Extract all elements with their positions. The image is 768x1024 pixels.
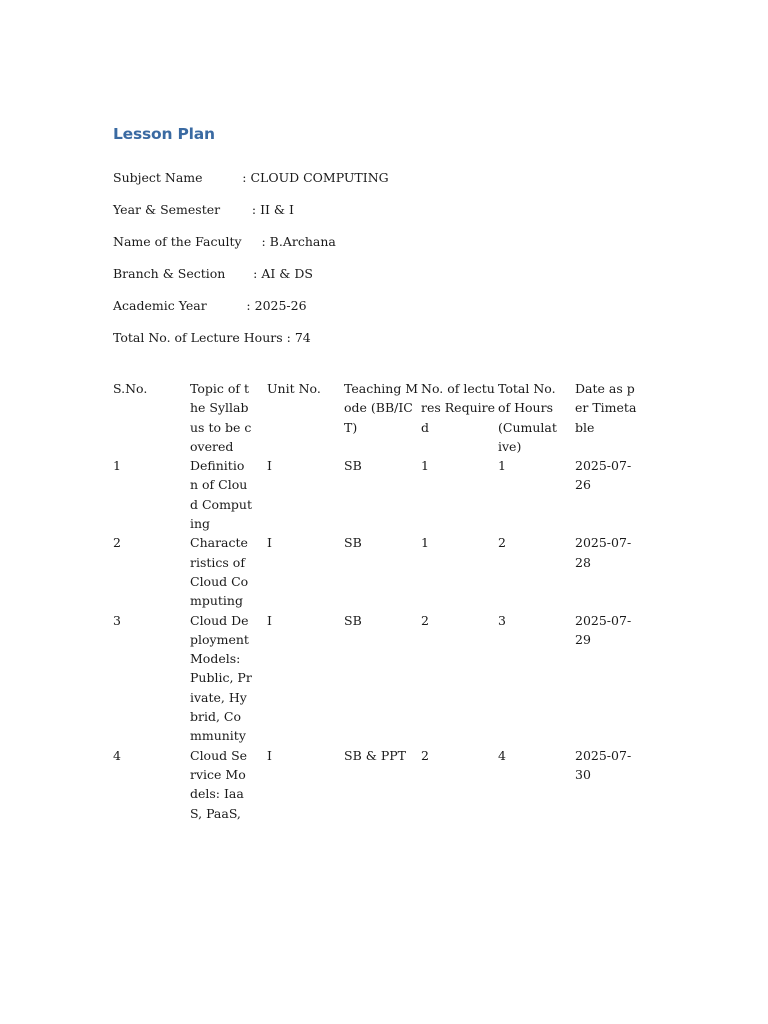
- header-topic: Topic of the Syllabus to be covered: [190, 381, 252, 454]
- header-total-hours: Total No. of Hours (Cumulative): [498, 381, 557, 454]
- meta-total-lecture-hours: [113, 330, 311, 346]
- table-header-row: [113, 379, 637, 456]
- header-lectures-required: No. of lectures Required: [421, 381, 495, 435]
- meta-separator: :: [241, 234, 270, 249]
- header-sno: S.No.: [113, 381, 148, 396]
- cell-total-hours: 2: [498, 535, 506, 551]
- cell-topic: Definition of Cloud Computing: [190, 458, 252, 532]
- meta-academic-year: [113, 298, 307, 314]
- cell-total-hours: 4: [498, 747, 506, 763]
- header-date: Date as per Timetable: [575, 381, 637, 435]
- cell-total-hours: 1: [498, 458, 506, 474]
- cell-sno: 2: [113, 535, 121, 551]
- cell-sno: 4: [113, 747, 121, 763]
- table-row: [113, 611, 637, 746]
- cell-unit: I: [267, 747, 272, 763]
- cell-lectures: 1: [421, 535, 429, 551]
- cell-teaching-mode: SB & PPT: [344, 747, 406, 763]
- cell-topic: Cloud Deployment Models: Public, Private, Hybrid, Community: [190, 612, 252, 744]
- meta-value: B.Archana: [269, 234, 336, 249]
- table-row: [113, 746, 637, 823]
- meta-label: Year & Semester: [113, 202, 221, 217]
- cell-topic: Characteristics of Cloud Computing: [190, 535, 249, 609]
- cell-unit: I: [267, 535, 272, 551]
- table-row: [113, 456, 637, 533]
- cell-teaching-mode: SB: [344, 535, 362, 551]
- meta-value: II & I: [260, 202, 294, 217]
- cell-unit: I: [267, 612, 272, 628]
- cell-lectures: 2: [421, 747, 429, 763]
- meta-value: 74: [294, 330, 311, 345]
- cell-sno: 3: [113, 612, 121, 628]
- meta-subject-name: [113, 170, 389, 186]
- cell-topic: Cloud Service Models: IaaS, PaaS,: [190, 747, 248, 821]
- meta-separator: :: [206, 298, 255, 313]
- meta-label: Branch & Section: [113, 266, 226, 281]
- meta-value: AI & DS: [261, 266, 313, 281]
- meta-separator: :: [220, 202, 261, 217]
- cell-date: 2025-07-28: [575, 535, 632, 570]
- meta-label: Name of the Faculty: [113, 234, 242, 249]
- meta-separator: :: [282, 330, 295, 345]
- meta-value: 2025-26: [254, 298, 307, 313]
- cell-sno: 1: [113, 458, 121, 474]
- meta-label: Academic Year: [113, 298, 207, 313]
- cell-lectures: 2: [421, 612, 429, 628]
- meta-faculty-name: [113, 234, 336, 250]
- page-title: Lesson Plan: [113, 125, 215, 143]
- cell-lectures: 1: [421, 458, 429, 474]
- cell-teaching-mode: SB: [344, 612, 362, 628]
- table-row: [113, 533, 637, 610]
- meta-branch-section: [113, 266, 313, 282]
- meta-label: Subject Name: [113, 170, 203, 185]
- lesson-plan-table: [113, 379, 637, 823]
- cell-date: 2025-07-26: [575, 458, 632, 493]
- cell-unit: I: [267, 458, 272, 474]
- meta-separator: :: [225, 266, 262, 281]
- meta-separator: :: [202, 170, 251, 185]
- cell-total-hours: 3: [498, 612, 506, 628]
- cell-date: 2025-07-30: [575, 747, 632, 782]
- meta-value: CLOUD COMPUTING: [250, 170, 389, 185]
- cell-teaching-mode: SB: [344, 458, 362, 474]
- meta-year-semester: [113, 202, 294, 218]
- header-teaching-mode: Teaching Mode (BB/ICT): [344, 381, 419, 435]
- header-unit: Unit No.: [267, 381, 321, 396]
- meta-label: Total No. of Lecture Hours: [113, 330, 283, 345]
- cell-date: 2025-07-29: [575, 612, 632, 647]
